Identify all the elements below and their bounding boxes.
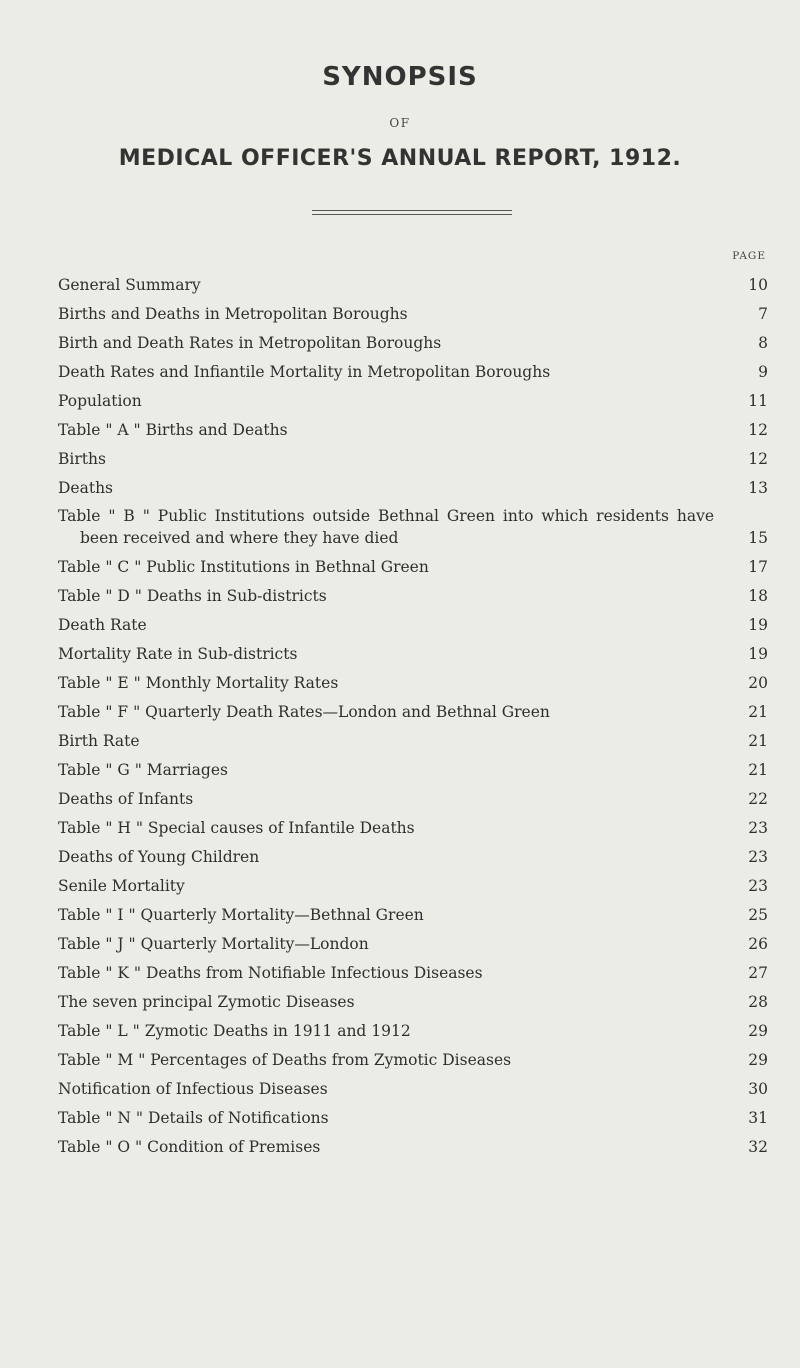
toc-entry-title <box>58 962 722 984</box>
toc-entry-page-number: 23 <box>748 848 768 866</box>
toc-entry-page-number: 19 <box>748 616 768 634</box>
toc-entry-title-text: Notification of Infectious Diseases <box>58 1080 328 1098</box>
toc-entry-page-number: 29 <box>748 1051 768 1069</box>
toc-entry <box>58 642 768 665</box>
toc-entry-title-text: The seven principal Zymotic Diseases <box>58 993 355 1011</box>
toc-entry-title <box>58 1020 722 1042</box>
toc-entry <box>58 1106 768 1129</box>
toc-entry-title-text: General Summary <box>58 276 201 294</box>
toc-entry-title-text: Table " F " Quarterly Death Rates—London and Bethnal Green <box>58 703 550 721</box>
toc-entry-title-text: Senile Mortality <box>58 877 185 895</box>
toc-entry <box>58 389 768 412</box>
toc-entry-page-number: 21 <box>748 732 768 750</box>
toc-entry <box>58 505 768 549</box>
toc-entry-title <box>58 448 722 470</box>
toc-entry-title-text: Table " E " Monthly Mortality Rates <box>58 674 339 692</box>
toc-entry-title-text: Birth Rate <box>58 732 140 750</box>
title-divider-top <box>312 210 512 211</box>
toc-entry-title <box>58 730 722 752</box>
toc-entry <box>58 331 768 354</box>
toc-entry-title-text: Table " N " Details of Notifications <box>58 1109 329 1127</box>
toc-entry-page-number: 32 <box>748 1138 768 1156</box>
toc-entry-page-number: 13 <box>748 479 768 497</box>
toc-entry <box>58 729 768 752</box>
toc-entry-page-number: 11 <box>748 392 768 410</box>
toc-entry-page-number: 8 <box>758 334 768 352</box>
toc-entry-title <box>58 759 722 781</box>
toc-entry-title-text: Table " J " Quarterly Mortality—London <box>58 935 369 953</box>
toc-entry-title-text: Table " K " Deaths from Notifiable Infectious Diseases <box>58 964 483 982</box>
toc-entry <box>58 1019 768 1042</box>
toc-entry-page-number: 29 <box>748 1022 768 1040</box>
toc-entry-page-number: 9 <box>758 363 768 381</box>
toc-entry <box>58 787 768 810</box>
toc-entry-title <box>58 1107 722 1129</box>
toc-entry-title-text: Deaths of Young Children <box>58 848 260 866</box>
toc-entry-title-text: Population <box>58 392 142 410</box>
toc-entry-page-number: 10 <box>748 276 768 294</box>
toc-entry <box>58 555 768 578</box>
toc-entry <box>58 273 768 296</box>
toc-entry <box>58 1135 768 1158</box>
toc-entry-title <box>58 505 722 549</box>
toc-entry-page-number: 7 <box>758 305 768 323</box>
toc-entry-page-number: 26 <box>748 935 768 953</box>
toc-entry-page-number: 18 <box>748 587 768 605</box>
document-subtitle: MEDICAL OFFICER'S ANNUAL REPORT, 1912. <box>118 146 682 171</box>
toc-entry <box>58 990 768 1013</box>
toc-entry-title <box>58 361 722 383</box>
toc-entry <box>58 584 768 607</box>
toc-entry-page-number: 30 <box>748 1080 768 1098</box>
toc-entry <box>58 758 768 781</box>
toc-entry-title-text: Table " H " Special causes of Infantile Deaths <box>58 819 415 837</box>
toc-entry-title-text: Death Rates and Infiantile Mortality in Metropolitan Boroughs <box>58 363 551 381</box>
toc-entry-title-text: Table " I " Quarterly Mortality—Bethnal Green <box>58 906 424 924</box>
document-title: SYNOPSIS <box>322 62 478 92</box>
toc-entry-title <box>58 390 722 412</box>
toc-entry-page-number: 15 <box>748 529 768 547</box>
toc-entry <box>58 932 768 955</box>
toc-entry-title-text: Mortality Rate in Sub-districts <box>58 645 298 663</box>
toc-entry-title <box>58 1049 722 1071</box>
toc-entry-page-number: 21 <box>748 703 768 721</box>
toc-entry-title <box>58 991 722 1013</box>
toc-entry-title-text: Table " G " Marriages <box>58 761 228 779</box>
page-column-label: PAGE <box>732 250 766 262</box>
toc-entry-title-text: Table " D " Deaths in Sub-districts <box>58 587 327 605</box>
toc-entry-page-number: 22 <box>748 790 768 808</box>
toc-entry-title-text: Births and Deaths in Metropolitan Boroughs <box>58 305 408 323</box>
toc-entry-title-text: Table " L " Zymotic Deaths in 1911 and 1912 <box>58 1022 411 1040</box>
toc-entry-title <box>58 556 722 578</box>
toc-entry-title <box>58 672 722 694</box>
toc-entry-page-number: 23 <box>748 877 768 895</box>
toc-entry-title-text: Table " M " Percentages of Deaths from Zymotic Diseases <box>58 1051 512 1069</box>
toc-entry <box>58 816 768 839</box>
toc-entry-page-number: 27 <box>748 964 768 982</box>
table-of-contents <box>58 273 768 1164</box>
toc-entry-title-text: Table " B " Public Institutions outside Bethnal Green into which residents have been received and where they have died <box>58 507 714 547</box>
toc-entry-page-number: 20 <box>748 674 768 692</box>
toc-entry-page-number: 12 <box>748 450 768 468</box>
toc-entry-title-text: Table " A " Births and Deaths <box>58 421 288 439</box>
toc-entry-title <box>58 419 722 441</box>
toc-entry <box>58 447 768 470</box>
toc-entry-title <box>58 332 722 354</box>
toc-entry-page-number: 21 <box>748 761 768 779</box>
toc-entry-title <box>58 788 722 810</box>
toc-entry-page-number: 12 <box>748 421 768 439</box>
toc-entry <box>58 961 768 984</box>
toc-entry-title-text: Deaths of Infants <box>58 790 194 808</box>
toc-entry-title <box>58 585 722 607</box>
toc-entry-title-text: Birth and Death Rates in Metropolitan Boroughs <box>58 334 442 352</box>
toc-entry-page-number: 17 <box>748 558 768 576</box>
toc-entry-title <box>58 477 722 499</box>
toc-entry <box>58 1077 768 1100</box>
toc-entry-title <box>58 701 722 723</box>
toc-entry <box>58 418 768 441</box>
toc-entry <box>58 845 768 868</box>
toc-entry-title <box>58 274 722 296</box>
toc-entry-title-text: Table " O " Condition of Premises <box>58 1138 321 1156</box>
toc-entry-title <box>58 875 722 897</box>
toc-entry-title <box>58 817 722 839</box>
toc-entry <box>58 302 768 325</box>
toc-entry-page-number: 23 <box>748 819 768 837</box>
toc-entry <box>58 360 768 383</box>
toc-entry-title <box>58 643 722 665</box>
toc-entry-page-number: 28 <box>748 993 768 1011</box>
toc-entry-title <box>58 614 722 636</box>
toc-entry-title <box>58 1136 722 1158</box>
toc-entry-title <box>58 1078 722 1100</box>
toc-entry-page-number: 31 <box>748 1109 768 1127</box>
toc-entry-title <box>58 846 722 868</box>
toc-entry <box>58 1048 768 1071</box>
toc-entry <box>58 903 768 926</box>
toc-entry-page-number: 25 <box>748 906 768 924</box>
toc-entry <box>58 874 768 897</box>
toc-entry <box>58 700 768 723</box>
title-divider-bottom <box>312 214 512 215</box>
toc-entry <box>58 476 768 499</box>
toc-entry-title <box>58 904 722 926</box>
toc-entry <box>58 613 768 636</box>
toc-entry-title-text: Table " C " Public Institutions in Bethnal Green <box>58 558 429 576</box>
toc-entry-title-text: Births <box>58 450 106 468</box>
toc-entry-page-number: 19 <box>748 645 768 663</box>
document-of-label: OF <box>389 116 411 130</box>
toc-entry-title-text: Death Rate <box>58 616 147 634</box>
toc-entry-title <box>58 303 722 325</box>
toc-entry-title-text: Deaths <box>58 479 114 497</box>
toc-entry-title <box>58 933 722 955</box>
toc-entry <box>58 671 768 694</box>
